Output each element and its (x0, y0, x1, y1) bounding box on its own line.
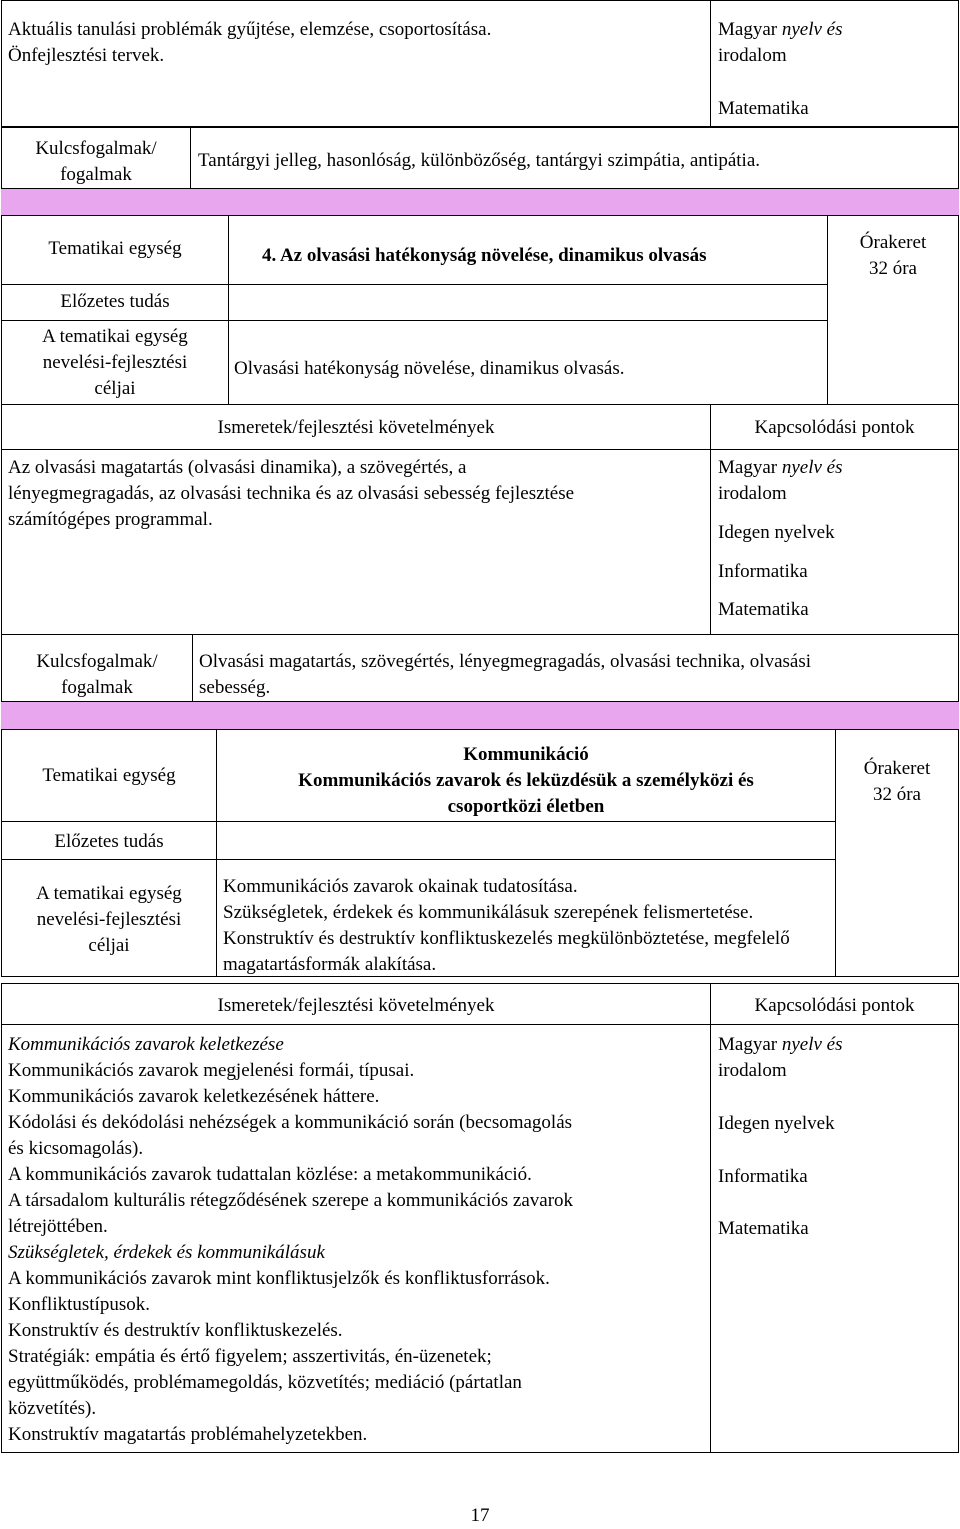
block3-hours-value: 32 óra (872, 784, 921, 805)
goals-label-line-3: céljai (94, 378, 136, 399)
block1-description (8, 17, 708, 69)
unit-title-line-3: csoportközi életben (447, 796, 605, 817)
goals-label-line-1: A tematikai egység (42, 326, 188, 347)
block2-req-text (8, 455, 708, 533)
unit-title-line-2: Kommunikációs zavarok és leküzdésük a személyközi és (298, 770, 754, 791)
block3-hours (835, 756, 959, 808)
block3-link-informatika: Informatika (718, 1166, 808, 1187)
block2-links-header: Kapcsolódási pontok (754, 417, 915, 438)
goals-label-line-1: A tematikai egység (36, 883, 182, 904)
goals-label-line-2: nevelési-fejlesztési (36, 909, 182, 930)
block3-prior-label: Előzetes tudás (54, 831, 164, 852)
key-label-line-2: fogalmak (60, 164, 132, 185)
block1-link-magyar: Magyar nyelv és (718, 19, 843, 40)
page-number: 17 (470, 1505, 490, 1526)
req-line-2: lényegmegragadás, az olvasási technika és az olvasási sebesség fejlesztése (8, 483, 575, 504)
block2-unit-title: 4. Az olvasási hatékonyság növelése, dinamikus olvasás (262, 245, 707, 266)
block2-links (718, 455, 843, 507)
goals-line-4: magatartásformák alakítása. (223, 954, 437, 975)
req-line: A kommunikációs zavarok tudattalan közlése: a metakommunikáció. (8, 1164, 532, 1185)
goals-line-1: Kommunikációs zavarok okainak tudatosítása. (223, 876, 578, 897)
block2-link-informatika: Informatika (718, 561, 808, 582)
req-line: Kódolási és dekódolási nehézségek a kommunikáció során (becsomagolás (8, 1112, 573, 1133)
req-line: Konfliktustípusok. (8, 1294, 150, 1315)
block3-link-irodalom: irodalom (718, 1060, 787, 1081)
block1-link-irodalom: irodalom (718, 45, 787, 66)
req-line: együttműködés, problémamegoldás, közvetítés; mediáció (pártatlan (8, 1372, 522, 1393)
block3-link-magyar: Magyar nyelv és (718, 1034, 843, 1055)
block3-req-header: Ismeretek/fejlesztési követelmények (217, 995, 495, 1016)
req-line: Konstruktív magatartás problémahelyzetekben. (8, 1424, 368, 1445)
block2-hours-label: Órakeret (859, 232, 927, 253)
block3-req-text (8, 1032, 708, 1448)
req-line: A kommunikációs zavarok mint konfliktusjelzők és konfliktusforrások. (8, 1268, 550, 1289)
block2-link-magyar: Magyar nyelv és (718, 457, 843, 478)
key-line-1: Olvasási magatartás, szövegértés, lényegmegragadás, olvasási technika, olvasási (199, 651, 812, 672)
req-line-1: Az olvasási magatartás (olvasási dinamika), a szövegértés, a (8, 457, 467, 478)
block3-goals-label (1, 881, 217, 959)
block1-key-text: Tantárgyi jelleg, hasonlóság, különbözőség, tantárgyi szimpátia, antipátia. (198, 150, 761, 171)
goals-label-line-3: céljai (88, 935, 130, 956)
block2-link-idegen: Idegen nyelvek (718, 522, 835, 543)
unit-title-line-1: Kommunikáció (463, 744, 589, 765)
block2-hours (827, 230, 959, 282)
req-line: Konstruktív és destruktív konfliktuskezelés. (8, 1320, 343, 1341)
block3-links (718, 1032, 843, 1084)
block2-hours-value: 32 óra (868, 258, 917, 279)
block2-prior-text-cell (228, 284, 828, 321)
block2-key-label (1, 649, 193, 701)
block1-desc-line-1: Aktuális tanulási problémák gyűjtése, elemzése, csoportosítása. (8, 19, 492, 40)
req-line: Kommunikációs zavarok keletkezésének háttere. (8, 1086, 380, 1107)
req-line: A társadalom kulturális rétegződésének szerepe a kommunikációs zavarok (8, 1190, 574, 1211)
block1-key-label (1, 136, 191, 188)
req-line: közvetítés). (8, 1398, 97, 1419)
block2-link-matematika: Matematika (718, 599, 809, 620)
block1-links (718, 17, 843, 69)
block3-link-matematika: Matematika (718, 1218, 809, 1239)
block1-desc-line-2: Önfejlesztési tervek. (8, 45, 165, 66)
block2-goals-text: Olvasási hatékonyság növelése, dinamikus olvasás. (234, 358, 625, 379)
block2-req-header: Ismeretek/fejlesztési követelmények (217, 417, 495, 438)
block3-unit-title (216, 742, 836, 820)
block2-unit-label: Tematikai egység (48, 238, 182, 259)
block3-links-header: Kapcsolódási pontok (754, 995, 915, 1016)
separator-band-2 (1, 702, 959, 729)
block3-hours-label: Órakeret (863, 758, 931, 779)
goals-line-3: Konstruktív és destruktív konfliktuskezelés megkülönböztetése, megfelelő (223, 928, 790, 949)
key-label-line-1: Kulcsfogalmak/ (36, 651, 158, 672)
block3-prior-text-cell (216, 821, 836, 860)
goals-line-2: Szükségletek, érdekek és kommunikálásuk szerepének felismertetése. (223, 902, 754, 923)
req-line: Kommunikációs zavarok megjelenési formái, típusai. (8, 1060, 415, 1081)
block3-goals-text (223, 874, 833, 978)
block1-link-matematika: Matematika (718, 98, 809, 119)
req-line: Stratégiák: empátia és értő figyelem; asszertivitás, én-üzenetek; (8, 1346, 492, 1367)
key-label-line-1: Kulcsfogalmak/ (35, 138, 157, 159)
block2-link-irodalom: irodalom (718, 483, 787, 504)
block2-goals-label (1, 324, 229, 402)
key-line-2: sebesség. (199, 677, 271, 698)
req-line-3: számítógépes programmal. (8, 509, 213, 530)
key-label-line-2: fogalmak (61, 677, 133, 698)
block2-key-text (199, 649, 954, 701)
block2-prior-label: Előzetes tudás (60, 291, 170, 312)
req-line: Kommunikációs zavarok keletkezése (8, 1034, 284, 1055)
goals-label-line-2: nevelési-fejlesztési (42, 352, 188, 373)
block3-unit-label: Tematikai egység (42, 765, 176, 786)
req-line: és kicsomagolás). (8, 1138, 144, 1159)
separator-band-1 (1, 189, 959, 215)
req-line: Szükségletek, érdekek és kommunikálásuk (8, 1242, 325, 1263)
req-line: létrejöttében. (8, 1216, 108, 1237)
block3-link-idegen: Idegen nyelvek (718, 1113, 835, 1134)
